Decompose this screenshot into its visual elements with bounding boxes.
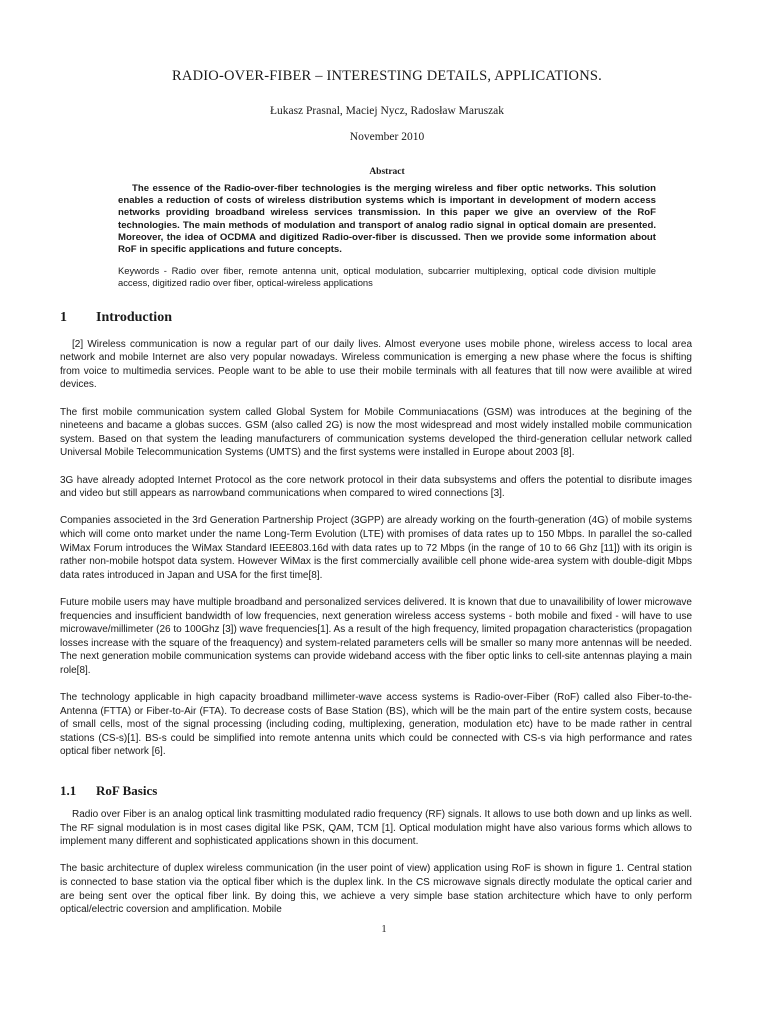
paragraph: Future mobile users may have multiple broadband and personalized services delivered. It is known that due to unavailibility of lower microwave frequencies and insufficient bandwidth of low frequencies, next generation wireless access systems - both mobile and fixed - will have to use microwave/millimeter (26 to 100Ghz [3]) wave frequencies[1]. As a result of the high frequency, limited propagation characteristics (propagation losses increase with the square of the freaquency) and system-related parameters cells will be smaller so many more antennas will be needed. The next generation mobile communication systems can provide wideband access with the fiber optic links to cell-site antennas playing a main role[8]. <box>60 596 692 676</box>
paragraph: [2] Wireless communication is now a regular part of our daily lives. Almost everyone uses mobile phone, wireless access to local area network and mobile Internet are also very popular nowadays. Wireless communication is emerging a new phase where the focus is shifting from voice to multimedia services. People want to be able to use their mobile terminals with all features that till now were availible at wired devices. <box>60 338 692 391</box>
section-heading-rof-basics <box>60 783 692 799</box>
section-number: 1.1 <box>60 783 77 799</box>
paragraph: Companies associeted in the 3rd Generation Partnership Project (3GPP) are already working on the fourth-generation (4G) of mobile systems which will come onto market under the name Long-Term Evolution (LTE) with promises of data rates up to 150 Mbps. In parallel the so-called WiMax Forum introduces the WiMax Standard IEEE803.16d with data rates up to 72 Mbps (in the range of 10 to 66 Ghz [11]) with its origin is rather non-mobile hotspot data system. However WiMax is the first commercially availible cell phone wide-area system with double-digit Mbps data rates introduced in Japan and USA for the first time[8]. <box>60 515 692 581</box>
section-number: 1 <box>60 309 67 325</box>
section-heading-introduction <box>60 310 692 326</box>
publication-date: November 2010 <box>349 131 425 143</box>
section-title: Introduction <box>96 309 172 325</box>
keywords-label: Keywords - <box>118 265 167 277</box>
abstract-heading: Abstract <box>369 167 405 177</box>
paragraph: The technology applicable in high capacity broadband millimeter-wave access systems is Radio-over-Fiber (RoF) called also Fiber-to-the-Antenna (FTTA) or Fiber-to-Air (FTA). To decrease costs of Base Station (BS), which will be the main part of the entire system costs, because of small cells, most of the signal processing (including coding, multiplexing, generation, modulation etc) have to be made rather in central stations (CS-s)[1]. BS-s could be simplified into remote antenna units which could be connected with CS-s via high performance and rates optical fiber network [6]. <box>60 692 692 758</box>
paragraph: The basic architecture of duplex wireless communication (in the user point of view) application using RoF is shown in figure 1. Central station is connected to base station via the optical fiber which is the duplex link. In the CS microwave signals directly modulate the optical carier and are being sent over the optical fiber link. By doing this, we achieve a very simple base station architecture which have to only perform optical/electric coversion and amplification. Mobile <box>60 863 692 916</box>
keywords-text: Radio over fiber, remote antenna unit, optical modulation, subcarrier multiplexing, optical code division multiple access, digitized radio over fiber, optical-wireless applications <box>118 265 656 289</box>
section-title: RoF Basics <box>96 783 158 799</box>
paper-title: RADIO-OVER-FIBER – INTERESTING DETAILS, APPLICATIONS. <box>172 68 602 84</box>
paragraph: Radio over Fiber is an analog optical link trasmitting modulated radio frequency (RF) signals. It allows to use both down and up links as well. The RF signal modulation is in most cases digital like PSK, QAM, TCM [1]. Optical modulation might have also various forms which allows to implement many different and sophisticated applications shown in this document. <box>60 809 692 848</box>
paragraph: The first mobile communication system called Global System for Mobile Communiacations (GSM) was introduces at the begining of the nineteens and bacame a globas succes. GSM (also called 2G) is now the most widespread and most widely installed mobile communication system. Based on that system the leading manufacturers of communication systems developed the third-generation cellular network called Universal Mobile Telecommunication Systems (UMTS) and the first systems were installed in Europe about 2003 [8]. <box>60 406 692 459</box>
keywords-block <box>118 265 656 289</box>
paragraph: 3G have already adopted Internet Protocol as the core network protocol in their data subsystems and offers the potential to disribute images and video but still appears as narrowband communications when compared to wired connections [3]. <box>60 474 692 500</box>
abstract-text: The essence of the Radio-over-fiber technologies is the merging wireless and fiber optic networks. This solution enables a reduction of costs of wireless distribution systems which is important in development of modern access networks providing broadband wireless services transmission. In this paper we give an overview of the RoF technologies. The main methods of modulation and transport of analog radio signal in optical domain are presented. Moreover, the idea of OCDMA and digitized Radio-over-fiber is discussed. Then we provide some information about RoF in specific applications and future concepts. <box>118 183 656 256</box>
paper-page <box>60 64 692 930</box>
author-list: Łukasz Prasnal, Maciej Nycz, Radosław Maruszak <box>269 105 505 117</box>
page-number: 1 <box>381 924 387 935</box>
